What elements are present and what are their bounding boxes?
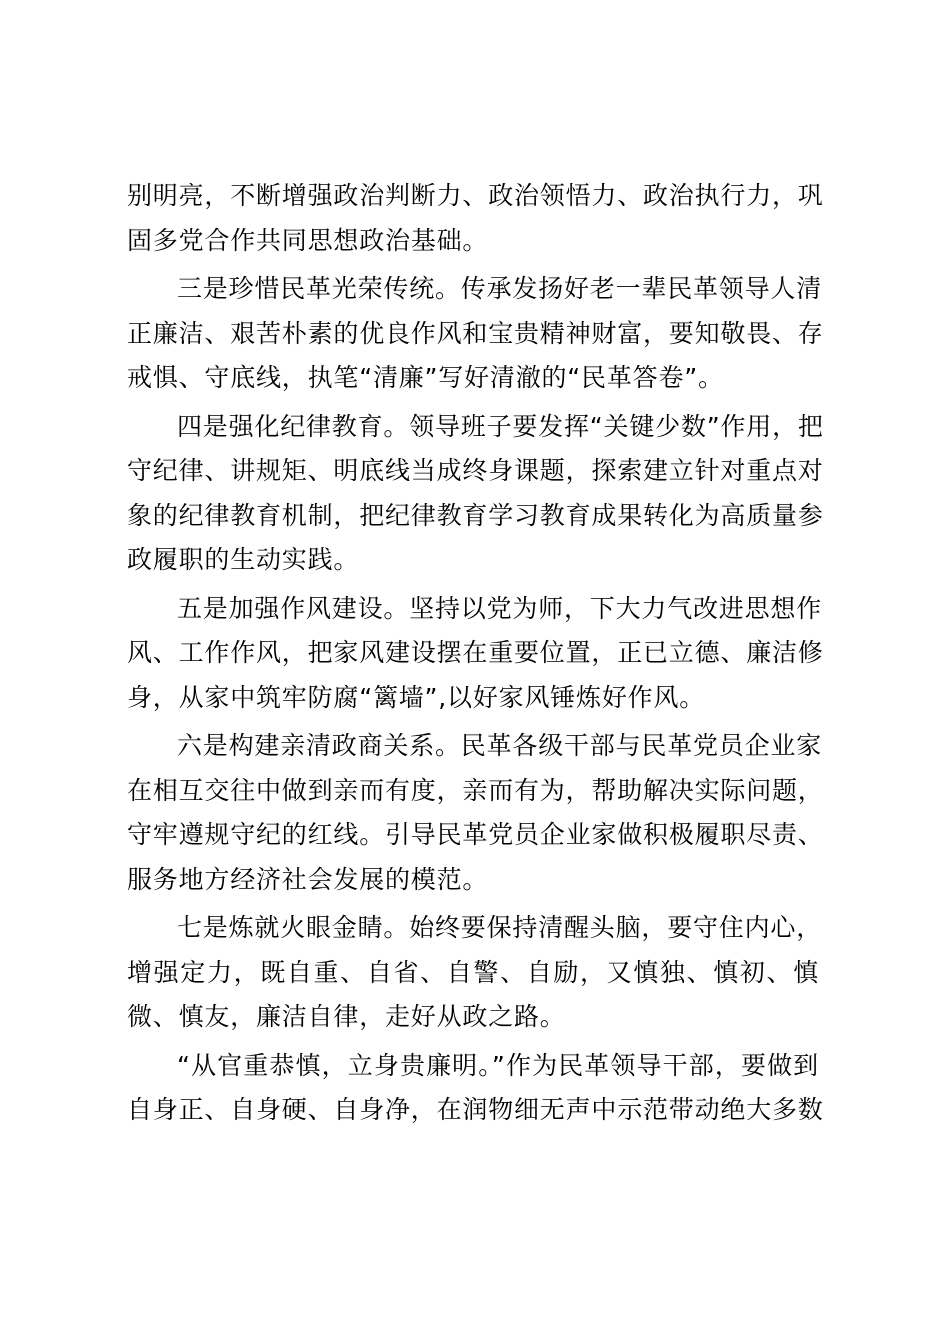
paragraph: [127, 174, 824, 263]
paragraph-line: 四是强化纪律教育。领导班子要发挥“关键少数”作用，把: [177, 411, 824, 441]
paragraph-line: 自身正、自身硬、自身净，在润物细无声中示范带动绝大多数: [127, 1095, 824, 1124]
paragraph-line: 固多党合作共同思想政治基础。: [127, 225, 489, 255]
paragraph: [127, 1044, 824, 1133]
paragraph-line: 七是炼就火眼金睛。始终要保持清醒头脑，要守住内心，: [177, 913, 823, 942]
paragraph: [127, 906, 823, 1040]
paragraph-line: 增强定力，既自重、自省、自警、自励，又慎独、慎初、慎: [127, 957, 819, 987]
paragraph-line: 在相互交往中做到亲而有度，亲而有为，帮助解决实际问题，: [127, 775, 824, 805]
paragraph-line: “从官重恭慎，立身贵廉明。”作为民革领导干部，要做到: [177, 1050, 819, 1080]
paragraph-line: 别明亮，不断增强政治判断力、政治领悟力、政治执行力，巩: [127, 181, 824, 210]
paragraph-line: 六是构建亲清政商关系。民革各级干部与民革党员企业家: [177, 731, 823, 760]
paragraph-line: 三是珍惜民革光荣传统。传承发扬好老一辈民革领导人清: [177, 274, 823, 303]
paragraph-line: 五是加强作风建设。坚持以党为师，下大力气改进思想作: [177, 593, 823, 623]
paragraph-line: 戒惧、守底线，执笔“清廉”写好清澈的“民革答卷”。: [127, 363, 724, 392]
document-body: [127, 174, 824, 1137]
paragraph-line: 守牢遵规守纪的红线。引导民革党员企业家做积极履职尽责、: [127, 820, 824, 849]
paragraph-line: 服务地方经济社会发展的模范。: [127, 864, 489, 894]
paragraph-line: 身，从家中筑牢防腐“篱墙”,以好家风锤炼好作风。: [127, 682, 706, 712]
paragraph: [127, 405, 824, 583]
paragraph: [127, 587, 824, 721]
paragraph-line: 正廉洁、艰苦朴素的优良作风和宝贵精神财富，要知敬畏、存: [127, 318, 824, 348]
paragraph-line: 微、慎友，廉洁自律，走好从政之路。: [127, 1002, 566, 1031]
paragraph-line: 象的纪律教育机制，把纪律教育学习教育成果转化为高质量参: [127, 500, 824, 530]
paragraph: [127, 724, 824, 902]
paragraph-line: 政履职的生动实践。: [127, 545, 360, 574]
paragraph-line: 风、工作作风，把家风建设摆在重要位置，正已立德、廉洁修: [127, 638, 824, 667]
paragraph: [127, 267, 824, 401]
paragraph-line: 守纪律、讲规矩、明底线当成终身课题，探索建立针对重点对: [127, 456, 824, 485]
